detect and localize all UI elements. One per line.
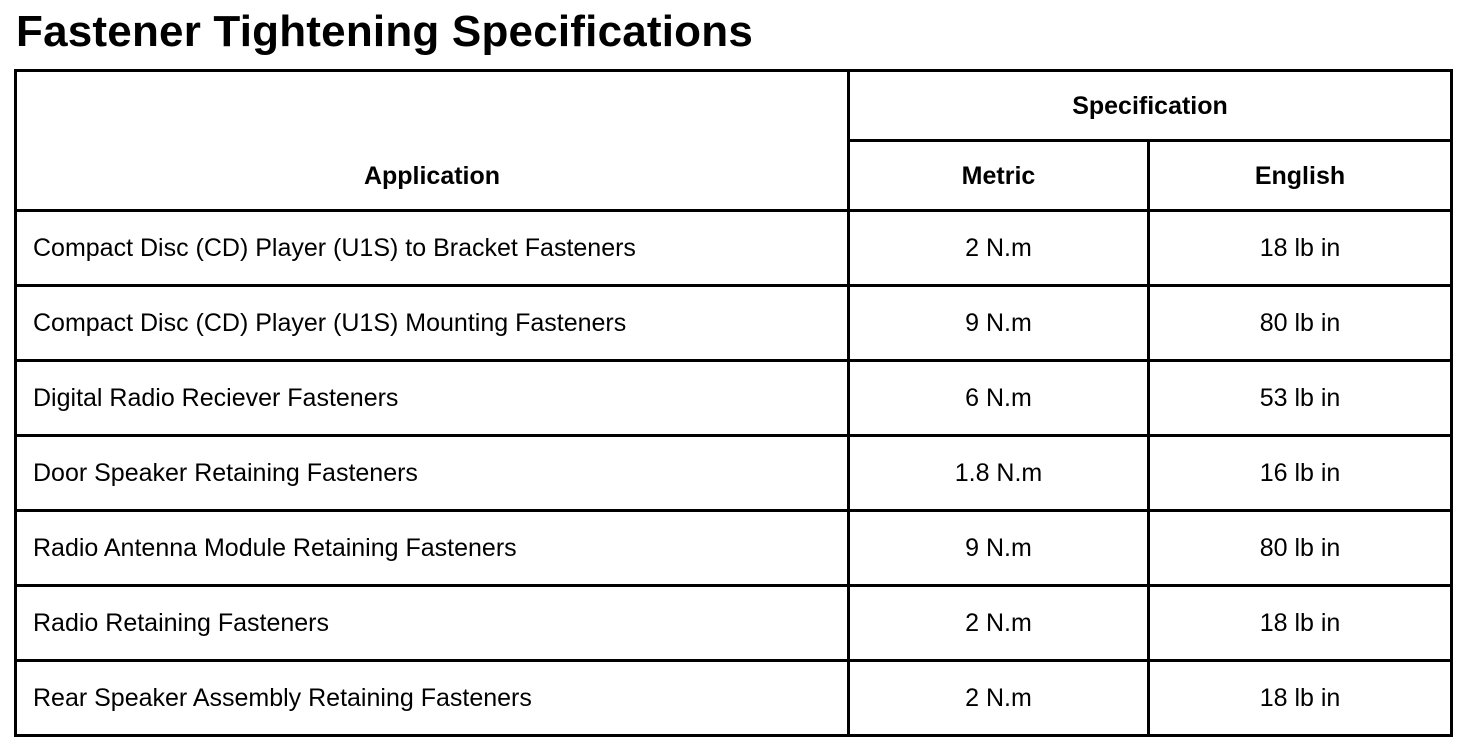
metric-cell: 2 N.m	[849, 661, 1149, 736]
fastener-spec-table	[14, 69, 1453, 737]
english-cell: 16 lb in	[1149, 436, 1452, 511]
application-cell: Digital Radio Reciever Fasteners	[16, 361, 849, 436]
application-cell: Compact Disc (CD) Player (U1S) to Bracket Fasteners	[16, 211, 849, 286]
metric-cell: 1.8 N.m	[849, 436, 1149, 511]
metric-column-header: Metric	[849, 141, 1149, 211]
table-row	[16, 361, 1452, 436]
page-title: Fastener Tightening Specifications	[16, 7, 754, 56]
table-row	[16, 586, 1452, 661]
table-row	[16, 511, 1452, 586]
table-header	[16, 71, 1452, 211]
english-cell: 53 lb in	[1149, 361, 1452, 436]
metric-cell: 2 N.m	[849, 586, 1149, 661]
english-cell: 80 lb in	[1149, 511, 1452, 586]
english-column-header: English	[1149, 141, 1452, 211]
application-cell: Rear Speaker Assembly Retaining Fasteners	[16, 661, 849, 736]
english-cell: 80 lb in	[1149, 286, 1452, 361]
application-cell: Door Speaker Retaining Fasteners	[16, 436, 849, 511]
specification-column-header: Specification	[849, 71, 1452, 141]
metric-cell: 6 N.m	[849, 361, 1149, 436]
header-row-top	[16, 71, 1452, 141]
table-row	[16, 661, 1452, 736]
metric-cell: 9 N.m	[849, 286, 1149, 361]
english-cell: 18 lb in	[1149, 586, 1452, 661]
metric-cell: 9 N.m	[849, 511, 1149, 586]
english-cell: 18 lb in	[1149, 661, 1452, 736]
table-row	[16, 211, 1452, 286]
application-column-header: Application	[16, 71, 849, 211]
table-body	[16, 211, 1452, 736]
table-row	[16, 436, 1452, 511]
table-row	[16, 286, 1452, 361]
application-cell: Radio Antenna Module Retaining Fasteners	[16, 511, 849, 586]
application-cell: Radio Retaining Fasteners	[16, 586, 849, 661]
english-cell: 18 lb in	[1149, 211, 1452, 286]
application-cell: Compact Disc (CD) Player (U1S) Mounting Fasteners	[16, 286, 849, 361]
metric-cell: 2 N.m	[849, 211, 1149, 286]
